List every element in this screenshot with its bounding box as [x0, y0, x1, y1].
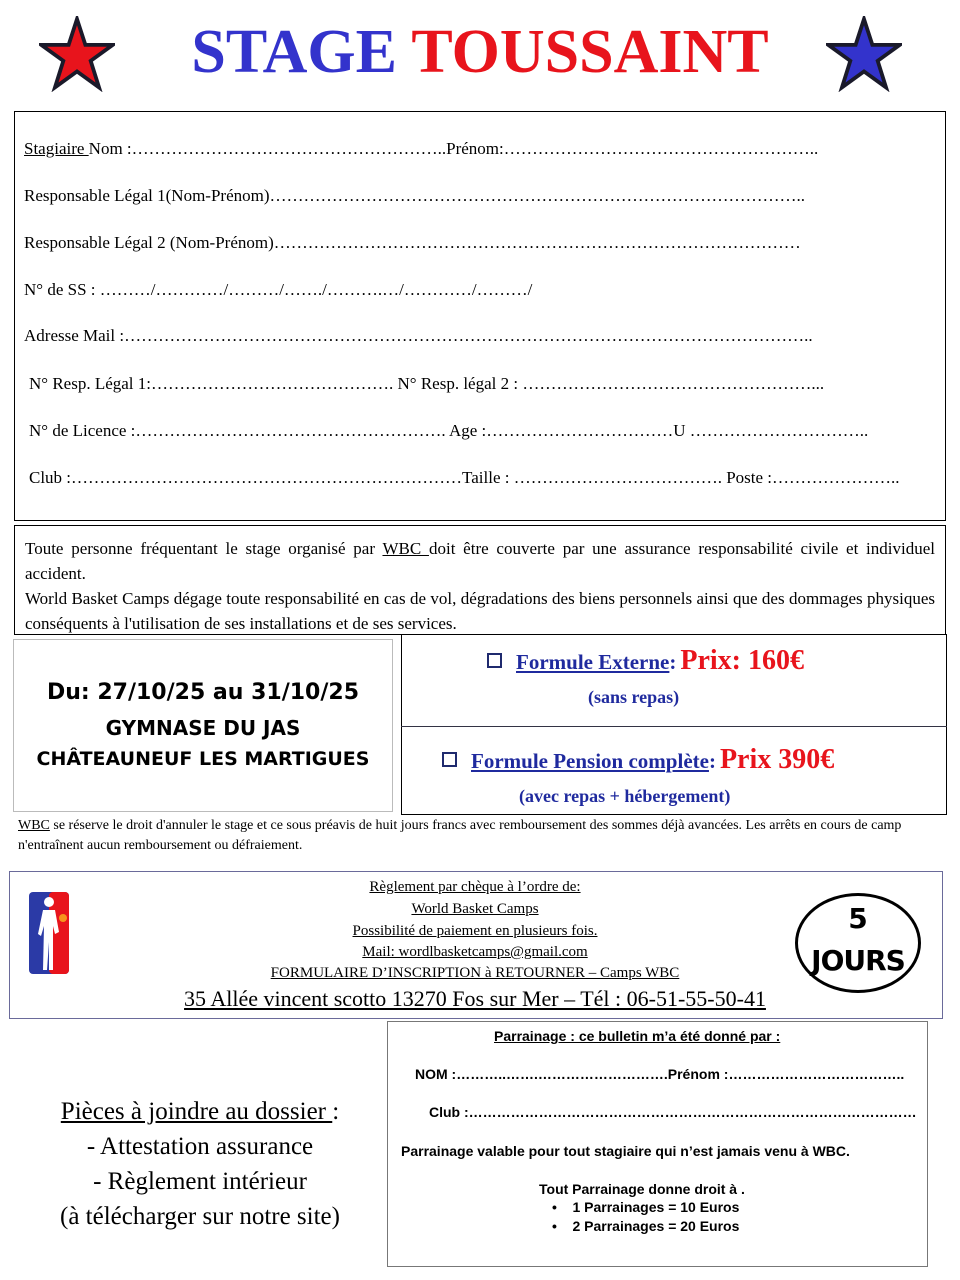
formula-pension-name: Formule Pension complète — [471, 749, 709, 773]
page-title — [0, 14, 960, 90]
stagiaire-label: Stagiaire — [24, 139, 89, 158]
title-word-toussaint: TOUSSAINT — [411, 18, 769, 86]
formula-divider — [401, 726, 947, 727]
formula-externe-option[interactable]: Formule Externe: Prix: 160€ — [487, 645, 804, 677]
sponsorship-title: Parrainage : ce bulletin m’a été donné par : — [494, 1028, 781, 1044]
documents-title: Pièces à joindre au dossier : — [60, 1098, 340, 1125]
insurance-notice — [14, 525, 946, 635]
document-item: - Règlement intérieur — [93, 1168, 307, 1195]
dates-location-box — [13, 639, 393, 812]
field-club-taille-poste[interactable]: Club :……………………………………………………………Taille : ………………………………. Poste :………………….. — [29, 468, 900, 487]
badge-word: JOURS — [811, 944, 905, 977]
formula-pension-sub: (avec repas + hébergement) — [519, 786, 731, 806]
wbc-link: WBC — [382, 539, 429, 558]
formula-pension-option[interactable]: Formule Pension complète: Prix 390€ — [442, 744, 834, 776]
sponsorship-nom-field[interactable]: NOM :………..…….……………………….Prénom :……………………………….. — [415, 1066, 905, 1082]
field-secu-number[interactable]: N° de SS : ………/…………/………/……./……….…/…………/………/ — [24, 280, 533, 299]
payment-line-1: Règlement par chèque à l’ordre de: — [369, 879, 581, 895]
cancellation-text: se réserve le droit d'annuler le stage et ce sous préavis de huit jours francs avec remboursement des sommes déjà avancées. Les arrêts en cours de camp n'entraînent aucun remboursement ou défraiement. — [18, 818, 902, 853]
payment-email[interactable]: Mail: wordlbasketcamps@gmail.com — [362, 944, 588, 960]
sponsorship-box — [387, 1021, 928, 1267]
registration-form-box — [14, 111, 946, 521]
date-range: Du: 27/10/25 au 31/10/25 — [46, 680, 360, 705]
insurance-text-3: World Basket Camps dégage toute responsabilité en cas de vol, dégradations des biens personnels ainsi que des dommages physiques conséquents à l'utilisation de ses installations et de ses services. — [25, 589, 935, 633]
city-name: CHÂTEAUNEUF LES MARTIGUES — [36, 748, 370, 770]
insurance-text-1: Toute personne fréquentant le stage organisé par — [25, 539, 383, 558]
field-responsable-2[interactable]: Responsable Légal 2 (Nom-Prénom)………………………………………………………………………………… — [24, 233, 801, 252]
documents-list — [20, 1094, 380, 1234]
five-days-badge — [795, 893, 921, 993]
field-stagiaire-nom[interactable] — [24, 139, 818, 159]
field-responsable-1[interactable]: Responsable Légal 1(Nom-Prénom)………………………………………………………………………………….. — [24, 186, 805, 205]
gym-name: GYMNASE DU JAS — [105, 716, 301, 740]
field-email[interactable]: Adresse Mail :………………………………………………………………………………………………………….. — [24, 326, 813, 345]
formula-externe-price: Prix: 160€ — [680, 645, 805, 676]
field-phone-numbers[interactable]: N° Resp. Légal 1:……………………………………. N° Resp. légal 2 : ……………………………………………... — [29, 374, 825, 393]
payment-line-3: Possibilité de paiement en plusieurs fois. — [352, 923, 598, 939]
title-word-stage: STAGE — [191, 18, 397, 86]
sponsorship-item-1: • 1 Parrainages = 10 Euros — [552, 1199, 740, 1215]
badge-number: 5 — [848, 902, 868, 935]
payment-address: 35 Allée vincent scotto 13270 Fos sur Mer – Tél : 06-51-55-50-41 — [184, 986, 766, 1011]
cancellation-notice — [18, 816, 918, 856]
payment-line-2: World Basket Camps — [411, 901, 539, 917]
sponsorship-right-text: Tout Parrainage donne droit à . — [539, 1181, 745, 1197]
wbc-link: WBC — [18, 818, 50, 833]
formula-externe-name: Formule Externe — [516, 650, 670, 674]
document-item: - Attestation assurance — [86, 1133, 314, 1160]
checkbox-icon[interactable] — [487, 653, 502, 668]
sponsorship-item-2: • 2 Parrainages = 20 Euros — [552, 1218, 740, 1234]
formula-externe-sub: (sans repas) — [588, 687, 680, 707]
insurance-text-2: doit être couverte par une assurance responsabilité civile et individuel accident. — [25, 539, 935, 583]
nom-prenom-line: Nom :………………………………………………..Prénom:……………………………………………….. — [88, 139, 819, 158]
sponsorship-valid-text: Parrainage valable pour tout stagiaire qui n’est jamais venu à WBC. — [401, 1143, 850, 1159]
document-item: (à télécharger sur notre site) — [60, 1203, 340, 1230]
payment-line-5: FORMULAIRE D’INSCRIPTION à RETOURNER – Camps WBC — [270, 965, 680, 981]
checkbox-icon[interactable] — [442, 752, 457, 767]
formula-pension-price: Prix 390€ — [719, 744, 835, 775]
sponsorship-club-field[interactable]: Club :…………………………………………………………………………………… — [429, 1104, 917, 1120]
field-licence-age[interactable]: N° de Licence :………………………………………………. Age :……………………………U ………………………….. — [29, 421, 869, 440]
